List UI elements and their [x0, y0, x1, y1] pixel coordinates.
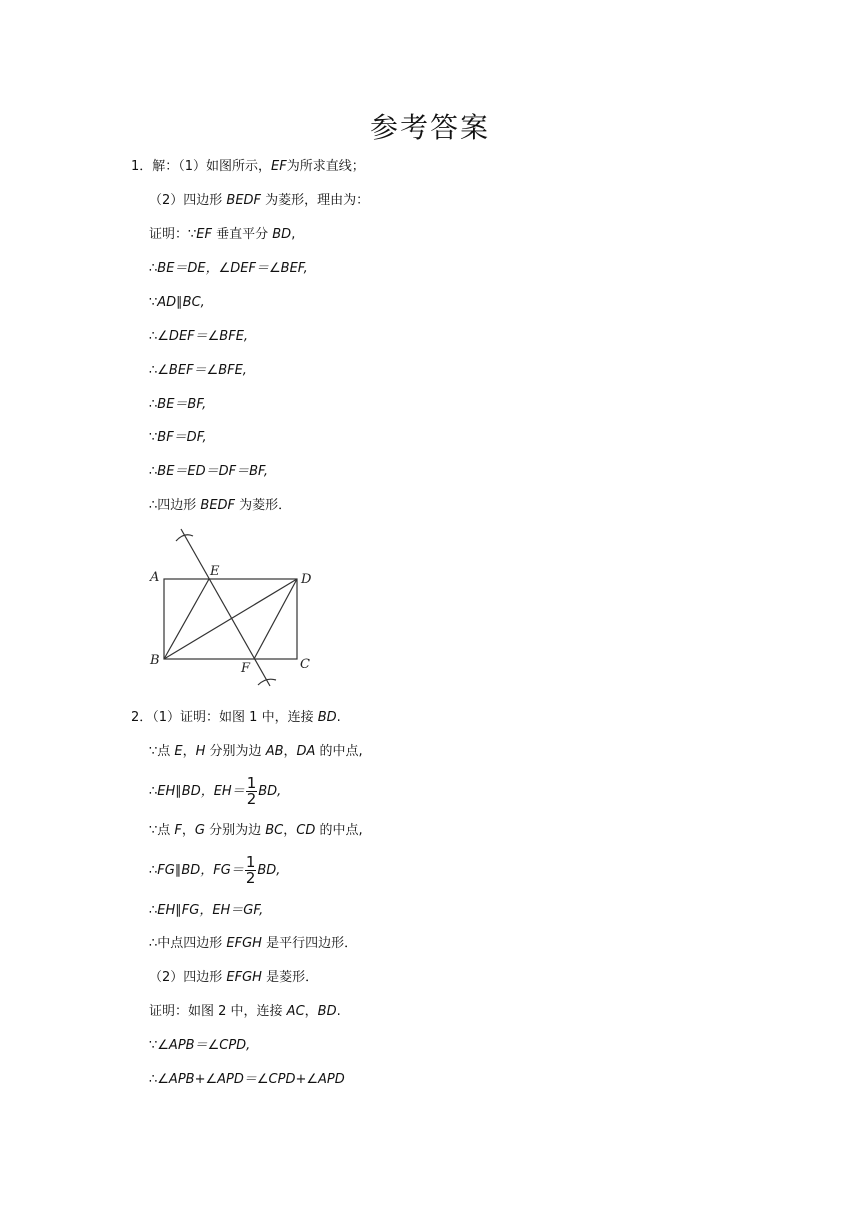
perpendicular-bisector-ef: [181, 529, 270, 686]
q1-s7-text: BF＝DF,: [157, 430, 207, 445]
q1-s8-text: BE＝ED＝DF＝BF,: [157, 464, 268, 479]
q2-l1-mid: 分别为边: [205, 744, 266, 759]
q1-step-8: [149, 462, 268, 482]
q2-l3-f: F: [174, 823, 182, 838]
therefore-symbol: ∴: [149, 464, 158, 479]
q2-l1-ab: AB: [265, 744, 284, 759]
q1-head-var: EF: [271, 159, 287, 174]
q1-s5-text: ∠BEF＝∠BFE,: [157, 363, 247, 378]
q1-part2: [149, 191, 369, 211]
therefore-symbol: ∴: [149, 863, 158, 878]
q2-l2-post: BD,: [258, 784, 282, 799]
q2-l3-cd: CD: [296, 823, 316, 838]
q2-line-8: [149, 1036, 250, 1056]
q2-part2: [149, 968, 318, 988]
therefore-symbol: ∴: [149, 261, 158, 276]
therefore-symbol: ∴: [149, 363, 158, 378]
q1-s1-mid: 垂直平分: [211, 227, 273, 242]
segment-bd: [164, 579, 297, 659]
fraction-denominator: 2: [246, 790, 257, 808]
q2-l1-comma2: ，: [283, 744, 297, 759]
q2-l6-pre: ∴中点四边形: [149, 936, 227, 951]
q2-l7-ac: AC: [286, 1004, 305, 1019]
q2-l1-comma: ，: [182, 744, 196, 759]
q1-part2-pre: （2）四边形: [149, 193, 227, 208]
q2-line-6: [149, 934, 357, 954]
q1-s9-pre: ∴四边形: [149, 498, 201, 513]
q1-part2-var: BEDF: [226, 193, 262, 208]
q1-s4-text: ∠DEF＝∠BFE,: [157, 329, 249, 344]
therefore-symbol: ∴: [149, 397, 158, 412]
q2-p2-post: 是菱形．: [261, 970, 319, 985]
therefore-symbol: ∴: [149, 784, 158, 799]
label-d: D: [301, 572, 312, 587]
q2-line-2: [149, 774, 281, 810]
fraction-numerator: 1: [245, 853, 256, 871]
therefore-symbol: ∴: [149, 329, 158, 344]
q1-s1-var2: BD: [272, 227, 292, 242]
q2-l3-g: G: [194, 823, 205, 838]
q2-l3-comma2: ，: [283, 823, 297, 838]
q2-line-9: [149, 1070, 345, 1090]
fraction-one-half: [246, 776, 258, 807]
fraction-one-half: [245, 855, 257, 886]
q2-l4-pre: FG∥BD，FG＝: [157, 863, 244, 878]
q2-l8-text: ∠APB＝∠CPD,: [157, 1038, 251, 1053]
q2-l3-pre: ∵点: [149, 823, 175, 838]
q2-l7-bd: BD: [317, 1004, 337, 1019]
segment-fd: [254, 579, 297, 659]
q1-step-2: [149, 259, 308, 279]
fraction-numerator: 1: [246, 774, 257, 792]
label-e: E: [210, 564, 220, 579]
q2-l6-post: 是平行四边形．: [261, 936, 358, 951]
q1-s9-post: 为菱形．: [235, 498, 292, 513]
because-symbol: ∵: [149, 295, 158, 310]
q1-step-6: [149, 395, 206, 415]
label-f: F: [241, 661, 251, 676]
q2-l3-mid: 分别为边: [204, 823, 266, 838]
q2-l1-post: 的中点,: [315, 744, 363, 759]
q2-l7-pre: 证明：如图 2 中，连接: [149, 1004, 287, 1019]
q1-s2-text: BE＝DE，∠DEF＝∠BEF,: [157, 261, 308, 276]
q1-s1-post: ,: [291, 227, 296, 242]
q1-heading: [131, 157, 365, 177]
q2-l3-post: 的中点,: [315, 823, 363, 838]
q2-l1-pre: ∵点: [149, 744, 175, 759]
q1-s9-var: BEDF: [200, 498, 236, 513]
q2-l5-text: EH∥FG，EH＝GF,: [157, 903, 264, 918]
q1-step-5: [149, 361, 247, 381]
q1-s1-pre: 证明：∵: [149, 227, 197, 242]
arc-mark-top: [176, 535, 193, 541]
because-symbol: ∵: [149, 1038, 158, 1053]
arc-mark-bottom: [258, 679, 276, 685]
q1-s1-var1: EF: [196, 227, 212, 242]
page-title: 参考答案: [369, 111, 490, 144]
segment-be: [164, 579, 209, 659]
q2-p2-var: EFGH: [226, 970, 262, 985]
therefore-symbol: ∴: [149, 1072, 158, 1087]
therefore-symbol: ∴: [149, 903, 158, 918]
rhombus-construction-figure: [140, 522, 330, 697]
q2-l7-comma: ，: [304, 1004, 318, 1019]
q2-l6-var: EFGH: [226, 936, 262, 951]
q1-step-3: [149, 293, 205, 313]
q2-p2-pre: （2）四边形: [149, 970, 227, 985]
q2-head-pre: 2．（1）证明：如图 1 中，连接: [131, 710, 318, 725]
q2-line-5: [149, 901, 263, 921]
q1-s6-text: BE＝BF,: [157, 397, 207, 412]
q1-head-tail: 为所求直线；: [286, 159, 365, 174]
q2-line-3: [149, 821, 363, 841]
fraction-denominator: 2: [245, 869, 256, 887]
q2-line-1: [149, 742, 363, 762]
q2-l2-pre: EH∥BD，EH＝: [157, 784, 245, 799]
because-symbol: ∵: [149, 430, 158, 445]
q2-l7-post: .: [336, 1004, 341, 1019]
label-b: B: [150, 653, 160, 668]
q1-s3-text: AD∥BC,: [157, 295, 205, 310]
q2-l3-comma: ，: [181, 823, 195, 838]
q1-step-9: [149, 496, 291, 516]
q2-l4-post: BD,: [257, 863, 281, 878]
q2-heading: [131, 708, 341, 728]
q2-l1-e: E: [174, 744, 183, 759]
q1-step-7: [149, 428, 207, 448]
q2-head-post: .: [336, 710, 341, 725]
q1-step-1: [149, 225, 295, 245]
q2-line-7: [149, 1002, 341, 1022]
q2-l1-da: DA: [296, 744, 316, 759]
q2-l3-bc: BC: [265, 823, 284, 838]
q2-head-var: BD: [317, 710, 337, 725]
q1-step-4: [149, 327, 248, 347]
q1-head-text: 1．解：（1）如图所示，: [131, 159, 272, 174]
q2-l9-text: ∠APB+∠APD＝∠CPD+∠APD: [157, 1072, 345, 1087]
q2-line-4: [149, 853, 280, 889]
q1-part2-post: 为菱形，理由为：: [261, 193, 370, 208]
label-a: A: [150, 570, 160, 585]
label-c: C: [300, 657, 310, 672]
q2-l1-h: H: [195, 744, 206, 759]
